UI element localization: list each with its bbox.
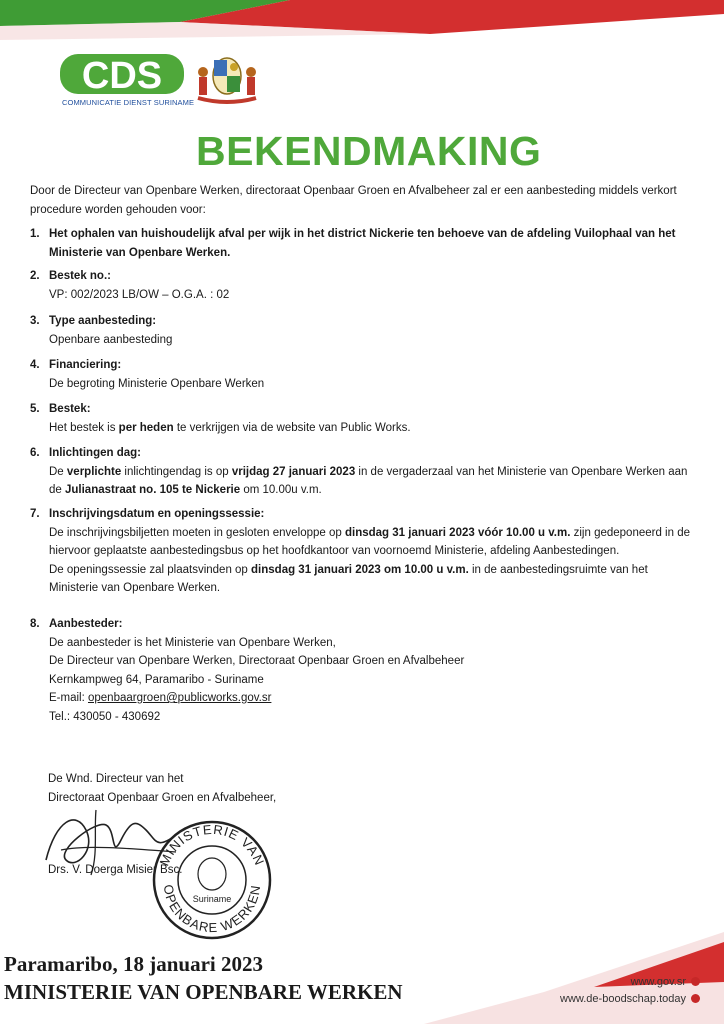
globe-icon — [691, 994, 700, 1003]
list-item-3 — [30, 312, 690, 349]
item-text: De inschrijvingsbiljetten moeten in gesloten enveloppe op dinsdag 31 januari 2023 vóór 10.00 u v.m. zijn gedeponeerd in de hiervoor geplaatste aanbestedingsbus op het hoofdkantoor van voornoemd Ministerie, afdeling Aanbestedingen. — [49, 526, 690, 557]
svg-text:MINISTERIE VAN: MINISTERIE VAN — [156, 821, 268, 869]
item-text: De verplichte inlichtingendag is op vrijdag 27 januari 2023 in de vergaderzaal van het Ministerie van Openbare Werken aan de Julianastraat no. 105 te Nickerie om 10.00u v.m. — [49, 465, 688, 496]
list-item-1 — [30, 225, 690, 262]
item-number: 7. — [30, 508, 40, 520]
address-line: De Directeur van Openbare Werken, Directoraat Openbaar Groen en Afvalbeheer — [49, 655, 465, 667]
logo-tagline: COMMUNICATIE DIENST SURINAME — [62, 98, 195, 107]
item-number: 5. — [30, 403, 40, 415]
logo-letters: CDS — [81, 55, 163, 97]
email-line: E-mail: openbaargroen@publicworks.gov.sr — [49, 692, 272, 704]
signatory-name: Drs. V. Doerga Misier Bsc. — [48, 864, 183, 876]
item-heading: Het ophalen van huishoudelijk afval per wijk in het district Nickerie ten behoeve van de afdeling Vuilophaal van het Ministerie van Openbare Werken. — [49, 228, 676, 259]
item-text: Het bestek is per heden te verkrijgen via de website van Public Works. — [49, 421, 411, 434]
item-heading: Financiering: — [49, 359, 122, 371]
email-link[interactable]: openbaargroen@publicworks.gov.sr — [87, 692, 272, 704]
list-item-7 — [30, 505, 690, 598]
website-link-boodschap[interactable]: www.de-boodschap.today — [560, 993, 700, 1005]
item-text: Openbare aanbesteding — [49, 333, 173, 346]
svg-text:Suriname: Suriname — [192, 894, 232, 904]
item-heading: Type aanbesteding: — [49, 315, 157, 327]
item-heading: Inschrijvingsdatum en openingssessie: — [49, 508, 265, 520]
website-link-gov[interactable]: www.gov.sr — [631, 976, 700, 988]
list-item-6 — [30, 444, 690, 500]
item-heading: Bestek no.: — [49, 270, 111, 282]
coat-of-arms-icon — [194, 50, 260, 106]
item-heading: Bestek: — [49, 403, 91, 415]
item-text: De begroting Ministerie Openbare Werken — [49, 377, 265, 390]
top-banner — [0, 0, 724, 40]
intro-text: Door de Directeur van Openbare Werken, directoraat Openbaar Groen en Afvalbeheer zal er een aanbesteding middels verkort procedure worden gehouden voor: — [30, 185, 677, 216]
page-title: BEKENDMAKING — [196, 128, 542, 174]
item-number: 6. — [30, 447, 40, 459]
item-number: 3. — [30, 315, 40, 327]
svg-text:OPENBARE WERKEN: OPENBARE WERKEN — [160, 883, 264, 936]
item-heading: Aanbesteder: — [49, 618, 123, 630]
footer-ministry: MINISTERIE VAN OPENBARE WERKEN — [4, 980, 403, 1004]
address-line: De aanbesteder is het Ministerie van Openbare Werken, — [49, 636, 336, 649]
list-item-2 — [30, 267, 690, 304]
address-line: Kernkampweg 64, Paramaribo - Suriname — [49, 673, 264, 686]
item-number: 8. — [30, 618, 40, 630]
item-number: 1. — [30, 228, 40, 240]
item-text: VP: 002/2023 LB/OW – O.G.A. : 02 — [49, 288, 230, 301]
item-heading: Inlichtingen dag: — [49, 447, 141, 459]
list-item-5 — [30, 400, 690, 437]
footer-date: Paramaribo, 18 januari 2023 — [4, 952, 263, 976]
item-number: 4. — [30, 359, 40, 371]
globe-icon — [691, 977, 700, 986]
signature-title: De Wnd. Directeur van het — [48, 773, 184, 785]
signature-directorate: Directoraat Openbaar Groen en Afvalbeheer, — [48, 792, 277, 804]
item-text: De openingssessie zal plaatsvinden op dinsdag 31 januari 2023 om 10.00 u v.m. in de aanbestedingsruimte van het Ministerie van Openbare Werken. — [49, 563, 648, 594]
phone-line: Tel.: 430050 - 430692 — [49, 710, 161, 723]
ministry-seal-icon — [150, 818, 274, 942]
list-item-8 — [30, 615, 690, 726]
list-item-4 — [30, 356, 690, 393]
item-number: 2. — [30, 270, 40, 282]
